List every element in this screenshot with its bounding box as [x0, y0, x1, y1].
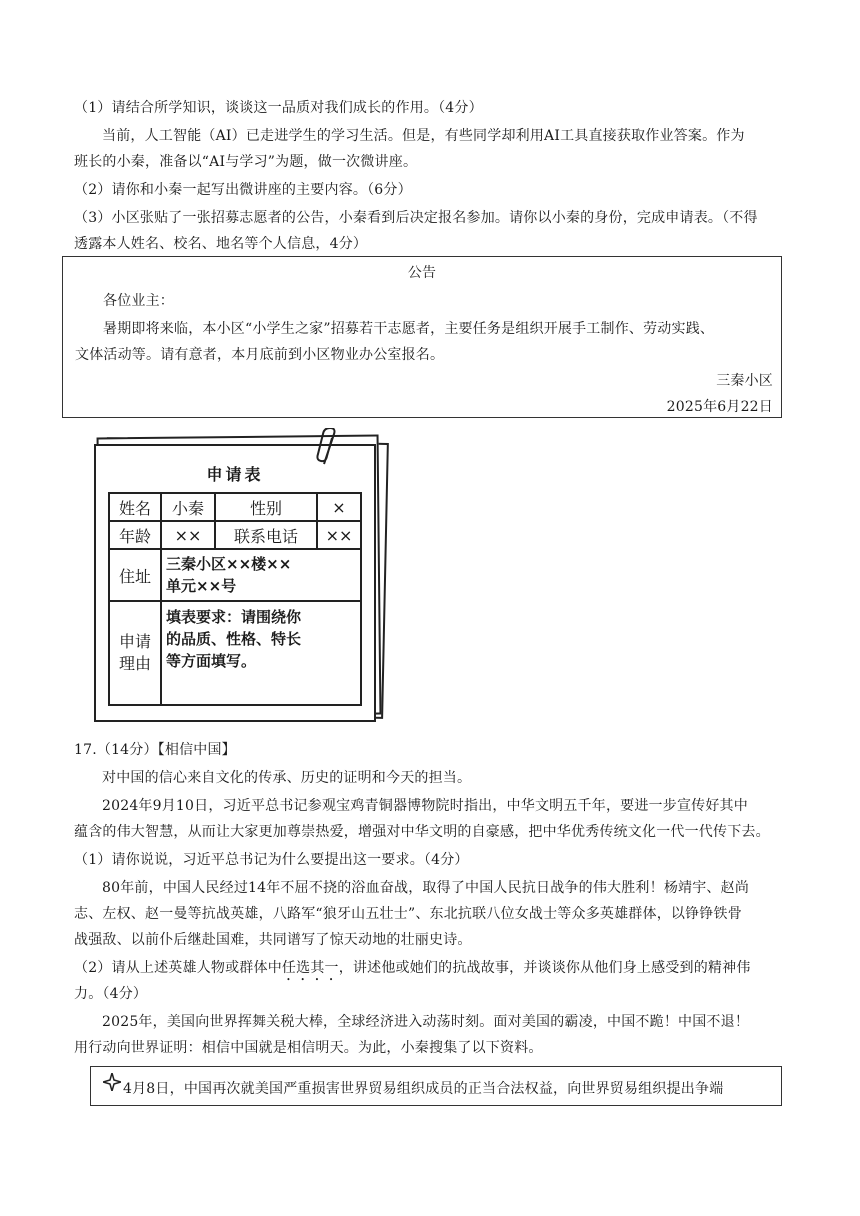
q17-para2-line-1: 80年前，中国人民经过14年不屈不挠的浴血奋战，取得了中国人民抗日战争的伟大胜利！杨靖宇、赵尚 — [102, 880, 750, 896]
address-value — [161, 549, 361, 601]
question-3-line-2: 透露本人姓名、校名、地名等个人信息，4分） — [74, 236, 368, 252]
q17-para1-line-2: 蕴含的伟大智慧，从而让大家更加尊崇热爱，增强对中华文明的自豪感，把中华优秀传统文化一代一代传下去。 — [74, 824, 770, 840]
notice-body-line-2: 文体活动等。请有意者，本月底前到小区物业办公室报名。 — [75, 347, 445, 363]
name-label: 姓名 — [109, 493, 161, 521]
material-box — [90, 1066, 782, 1106]
gender-value: × — [317, 493, 361, 521]
q17-sub-question-1: （1）请你说说，习近平总书记为什么要提出这一要求。（4分） — [74, 852, 469, 868]
question-2: （2）请你和小秦一起写出微讲座的主要内容。（6分） — [74, 182, 412, 198]
notice-body-line-1: 暑期即将来临，本小区“小学生之家”招募若干志愿者，主要任务是组织开展手工制作、劳动实践、 — [103, 321, 715, 337]
q17-sub-question-2-line-2: 力。（4分） — [74, 986, 148, 1002]
reason-label-line-2: 理由 — [118, 654, 151, 673]
q17-para3-line-2: 用行动向世界证明：相信中国就是相信明天。为此，小秦搜集了以下资料。 — [74, 1040, 543, 1056]
sparkle-icon — [103, 1073, 121, 1091]
address-value-line-2: 单元××号 — [166, 577, 237, 595]
notice-box — [62, 256, 782, 418]
q17-para2-line-2: 志、左权、赵一曼等抗战英雄，八路军“狼牙山五壮士”、东北抗联八位女战士等众多英雄群体，以铮铮铁骨 — [74, 906, 742, 922]
paperclip-icon — [316, 428, 342, 468]
phone-label: 联系电话 — [215, 521, 317, 549]
notice-signature: 三秦小区 — [716, 373, 773, 389]
sub2-text-b: ，讲述他或她们的抗战故事，并谈谈你从他们身上感受到的精神伟 — [338, 960, 751, 976]
q17-para2-line-3: 战强敌、以前仆后继赴国难，共同谱写了惊天动地的壮丽史诗。 — [74, 932, 472, 948]
form-title: 申请表 — [206, 465, 264, 484]
notice-greeting: 各位业主： — [103, 293, 174, 309]
sub2-emphasis: 任选其一 — [281, 960, 339, 976]
material-text: 4月8日，中国再次就美国严重损害世界贸易组织成员的正当合法权益，向世界贸易组织提出争端 — [123, 1081, 724, 1097]
q17-sub-question-2 — [74, 958, 751, 984]
q17-intro: 对中国的信心来自文化的传承、历史的证明和今天的担当。 — [102, 770, 472, 786]
q17-header: 17.（14分）【相信中国】 — [74, 742, 236, 758]
paragraph-ai-line-1: 当前，人工智能（AI）已走进学生的学习生活。但是，有些同学却利用AI工具直接获取作业答案。作为 — [102, 128, 745, 144]
address-value-line-1: 三秦小区××楼×× — [166, 555, 292, 573]
reason-value — [161, 601, 361, 705]
reason-label-line-1: 申请 — [118, 632, 151, 651]
q17-para1-line-1: 2024年9月10日，习近平总书记参观宝鸡青铜器博物院时指出，中华文明五千年，要进一步宣传好其中 — [102, 798, 748, 814]
phone-value: ×× — [317, 521, 361, 549]
reason-value-line-1: 填表要求：请围绕你 — [166, 608, 302, 626]
paragraph-ai-line-2: 班长的小秦，准备以“AI与学习”为题，做一次微讲座。 — [74, 154, 418, 170]
gender-label: 性别 — [215, 493, 317, 521]
notice-title: 公告 — [407, 265, 437, 281]
reason-value-line-2: 的品质、性格、特长 — [166, 630, 302, 648]
name-value: 小秦 — [161, 493, 215, 521]
age-value: ×× — [161, 521, 215, 549]
reason-value-line-3: 等方面填写。 — [166, 652, 257, 670]
q17-para3-line-1: 2025年，美国向世界挥舞关税大棒，全球经济进入动荡时刻。面对美国的霸凌，中国不跪！中国不退！ — [102, 1014, 750, 1030]
sub2-text-a: （2）请从上述英雄人物或群体中 — [74, 960, 282, 976]
address-label: 住址 — [109, 549, 161, 601]
front-sheet — [94, 444, 376, 722]
age-label: 年龄 — [109, 521, 161, 549]
notice-date: 2025年6月22日 — [666, 399, 773, 415]
application-form-card — [90, 432, 390, 724]
application-table — [108, 492, 362, 706]
reason-label — [109, 601, 161, 705]
question-3-line-1: （3）小区张贴了一张招募志愿者的公告，小秦看到后决定报名参加。请你以小秦的身份，完成申请表。（不得 — [74, 210, 758, 226]
question-1: （1）请结合所学知识，谈谈这一品质对我们成长的作用。（4分） — [74, 100, 483, 116]
